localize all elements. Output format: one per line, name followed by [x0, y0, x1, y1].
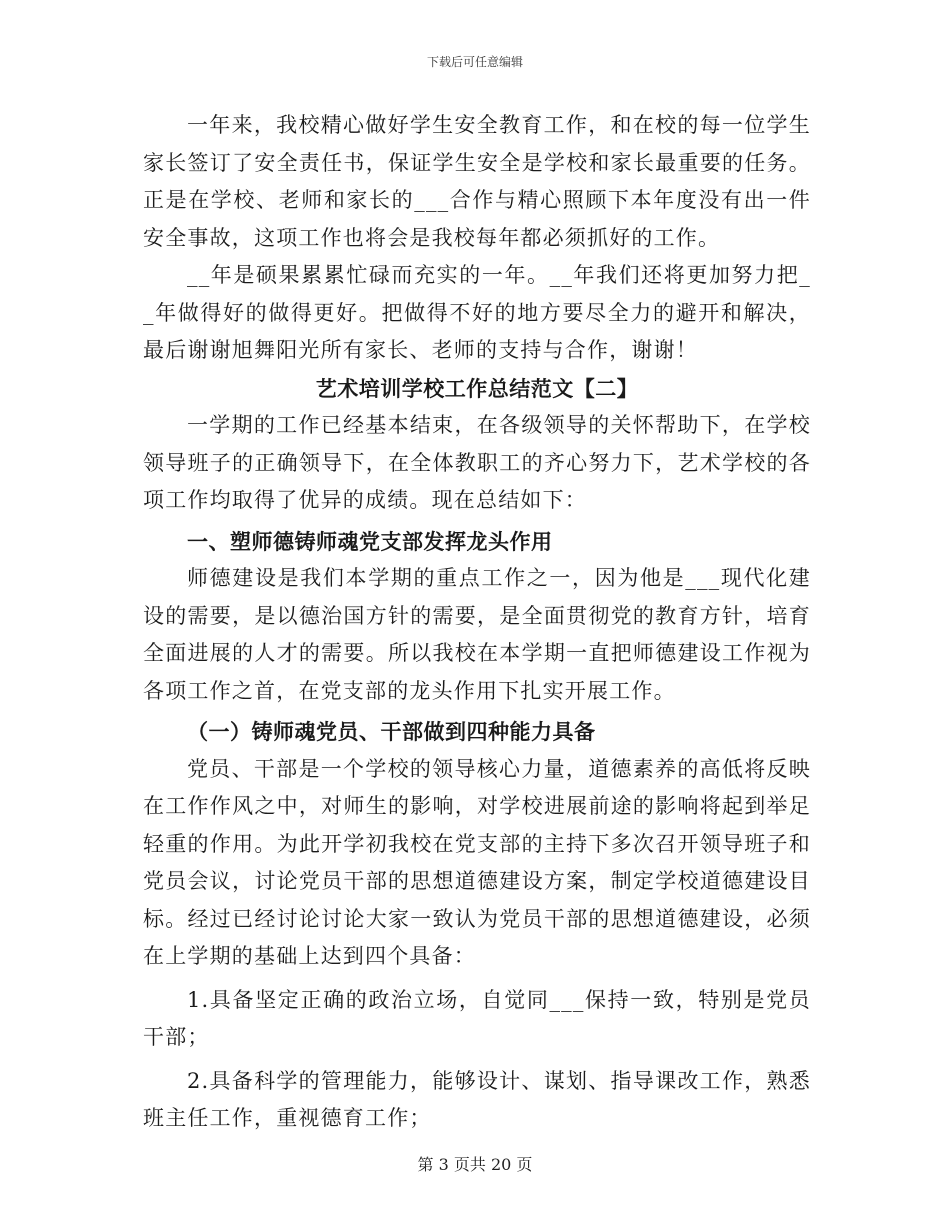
list-item-1: 1.具备坚定正确的政治立场，自觉同___保持一致，特别是党员干部；	[143, 987, 811, 1049]
heading-1: 一、塑师德铸师魂党支部发挥龙头作用	[187, 528, 553, 554]
section-title: 艺术培训学校工作总结范文【二】	[315, 375, 639, 401]
paragraph-intro: 一学期的工作已经基本结束，在各级领导的关怀帮助下，在学校领导班子的正确领导下，在全体教职工的齐心努力下，艺术学校的各项工作均取得了优异的成绩。现在总结如下：	[143, 413, 811, 512]
list-item-2: 2.具备科学的管理能力，能够设计、谋划、指导课改工作，熟悉班主任工作，重视德育工作；	[143, 1068, 811, 1130]
paragraph-safety: 一年来，我校精心做好学生安全教育工作，和在校的每一位学生家长签订了安全责任书，保证学生安全是学校和家长最重要的任务。正是在学校、老师和家长的___合作与精心照顾下本年度没有出一件安全事故，这项工作也将会是我校每年都必须抓好的工作。	[143, 113, 811, 250]
document-body	[143, 107, 811, 1138]
heading-2: （一）铸师魂党员、干部做到四种能力具备	[187, 719, 596, 744]
page-footer: 第 3 页共 20 页	[417, 1155, 533, 1174]
header-note: 下载后可任意编辑	[426, 55, 523, 69]
paragraph-year-summary: __年是硕果累累忙碌而充实的一年。__年我们还将更加努力把__年做得好的做得更好。把做得不好的地方要尽全力的避开和解决，最后谢谢旭舞阳光所有家长、老师的支持与合作，谢谢！	[143, 263, 811, 362]
paragraph-ethics: 师德建设是我们本学期的重点工作之一，因为他是___现代化建设的需要，是以德治国方针的需要，是全面贯彻党的教育方针，培育全面进展的人才的需要。所以我校在本学期一直把师德建设工作视为各项工作之首，在党支部的龙头作用下扎实开展工作。	[143, 566, 811, 703]
paragraph-cadres: 党员、干部是一个学校的领导核心力量，道德素养的高低将反映在工作作风之中，对师生的影响，对学校进展前途的影响将起到举足轻重的作用。为此开学初我校在党支部的主持下多次召开领导班子和党员会议，讨论党员干部的思想道德建设方案，制定学校道德建设目标。经过已经讨论讨论大家一致认为党员干部的思想道德建设，必须在上学期的基础上达到四个具备：	[143, 756, 811, 968]
